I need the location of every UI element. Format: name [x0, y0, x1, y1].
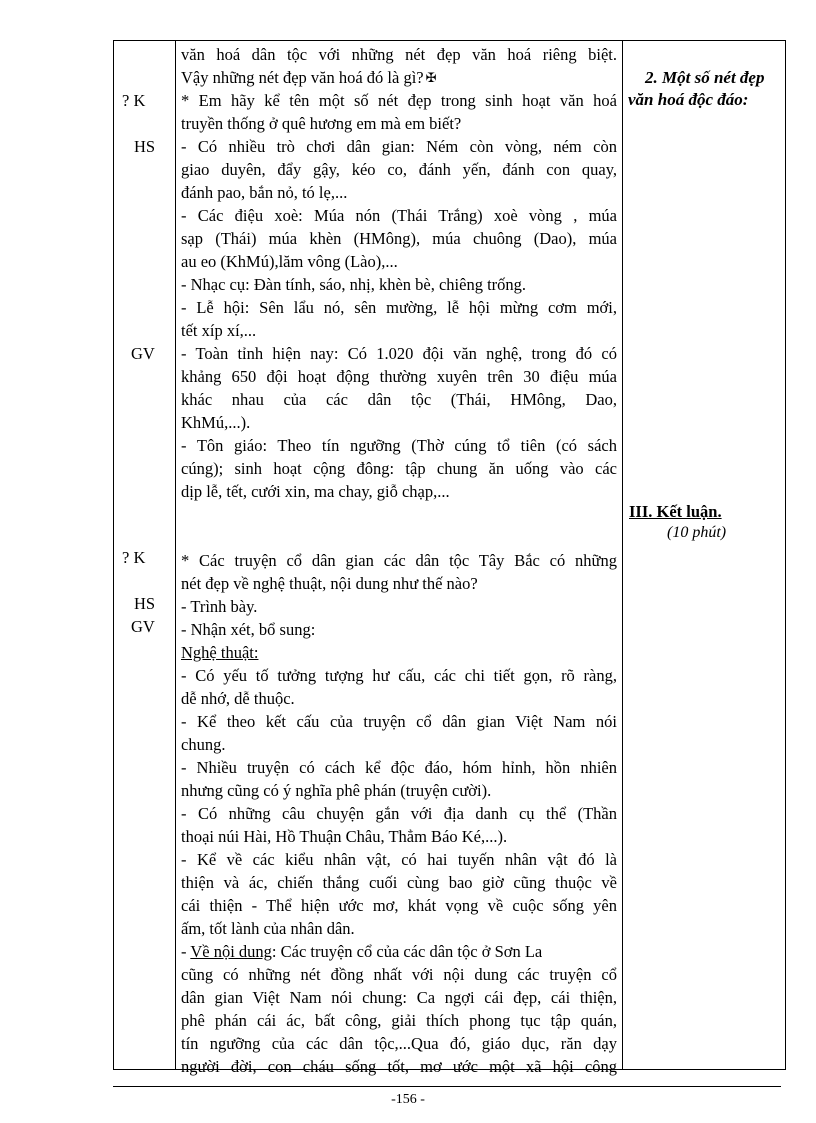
footer-rule	[113, 1086, 781, 1087]
content-line: - Có yếu tố tưởng tượng hư cấu, các chi tiết gọn, rõ ràng,	[181, 666, 617, 685]
art-heading: Nghệ thuật:	[181, 643, 259, 662]
content-line: - Có những câu chuyện gắn với địa danh cụ thể (Thần	[181, 804, 617, 823]
content-line: khác nhau của các dân tộc (Thái, HMông, Dao,	[181, 390, 617, 409]
column-divider-right	[622, 41, 623, 1069]
dash: -	[181, 942, 191, 961]
content-line	[181, 66, 617, 89]
content-line: phê phán cái ác, bất công, giải thích phong tục tập quán,	[181, 1011, 617, 1030]
content-heading: Về nội dung	[190, 942, 272, 961]
page-number: -156 -	[391, 1092, 425, 1107]
content-line: dịp lễ, tết, cưới xin, ma chay, giỗ chạp,...	[181, 482, 450, 501]
content-line: * Em hãy kể tên một số nét đẹp trong sinh hoạt văn hoá	[181, 91, 617, 110]
content-column	[181, 43, 617, 1078]
content-line: nhưng cũng có ý nghĩa phê phán (truyện cười).	[181, 781, 492, 800]
column-divider-left	[175, 41, 176, 1069]
role-gv-1: GV	[131, 344, 155, 363]
content-line: - Kể về các kiểu nhân vật, có hai tuyến nhân vật đó là	[181, 850, 617, 869]
content-line: - Nhận xét, bổ sung:	[181, 620, 316, 639]
content-line: KhMú,...).	[181, 413, 251, 432]
lesson-table	[113, 40, 786, 1076]
content-line: dân gian Việt Nam nói chung: Ca ngợi cái đẹp, cái thiện,	[181, 988, 617, 1007]
content-line: * Các truyện cổ dân gian các dân tộc Tây Bắc có những	[181, 551, 617, 570]
section-3-time: (10 phút)	[667, 524, 727, 541]
role-k-2: ? K	[122, 548, 146, 567]
content-line: - Nhạc cụ: Đàn tính, sáo, nhị, khèn bè, chiêng trống.	[181, 275, 527, 294]
content-line: thiện và ác, chiến thắng cuối cùng bao giờ cũng thuộc về	[181, 873, 617, 892]
content-line: - Tôn giáo: Theo tín ngưỡng (Thờ cúng tổ tiên (có sách	[181, 436, 617, 455]
role-hs-2: HS	[134, 594, 156, 613]
role-gv-2: GV	[131, 617, 155, 636]
content-line: - Kể theo kết cấu của truyện cổ dân gian Việt Nam nói	[181, 712, 617, 731]
content-line: - Các điệu xoè: Múa nón (Thái Trắng) xoè vòng , múa	[181, 206, 617, 225]
content-line: sạp (Thái) múa khèn (HMông), múa chuông (Dao), múa	[181, 229, 617, 248]
question-text: Vậy những nét đẹp văn hoá đó là gì?	[181, 68, 424, 87]
role-k-1: ? K	[122, 91, 146, 110]
content-line: - Nhiều truyện có cách kể độc đáo, hóm hỉnh, hồn nhiên	[181, 758, 617, 777]
content-line: giao duyên, đẩy gậy, kéo co, đánh yến, đánh con quay,	[181, 160, 617, 179]
content-line: - Trình bày.	[181, 597, 258, 616]
content-line: cúng); sinh hoạt cộng đông: tập chung ăn uống vào các	[181, 459, 617, 478]
section-3-title: III. Kết luận.	[629, 502, 722, 521]
content-line: cũng có những nét đồng nhất với nội dung các truyện cổ	[181, 965, 617, 984]
content-line: au eo (KhMú),lăm vông (Lào),...	[181, 252, 398, 271]
content-line: truyền thống ở quê hương em mà em biết?	[181, 114, 462, 133]
content-line: người đời, con cháu sống tốt, mơ ước một xã hội công	[181, 1057, 617, 1076]
content-line: nét đẹp về nghệ thuật, nội dung như thế nào?	[181, 574, 478, 593]
blank-line	[181, 526, 617, 549]
section-2-title-line-2: văn hoá độc đáo:	[628, 90, 749, 109]
content-line: đánh pao, bắn nỏ, tó lẹ,...	[181, 183, 348, 202]
content-line: chung.	[181, 735, 226, 754]
blank-line	[181, 503, 617, 526]
content-line: tín ngưỡng của các dân tộc,...Qua đó, giáo dục, răn dạy	[181, 1034, 617, 1053]
content-line: tết xíp xí,...	[181, 321, 257, 340]
content-line: thoại núi Hài, Hồ Thuận Châu, Thẳm Báo Ké,...).	[181, 827, 508, 846]
content-line: cái thiện - Thể hiện ước mơ, khát vọng về cuộc sống yên	[181, 896, 617, 915]
role-hs-1: HS	[134, 137, 156, 156]
content-line: dễ nhớ, dễ thuộc.	[181, 689, 295, 708]
content-line: ấm, tốt lành của nhân dân.	[181, 919, 355, 938]
content-line: khảng 650 đội hoạt động thường xuyên trên 30 điệu múa	[181, 367, 617, 386]
content-line: - Lễ hội: Sên lẩu nó, sên mường, lễ hội mừng cơm mới,	[181, 298, 617, 317]
content-line: - Toàn tỉnh hiện nay: Có 1.020 đội văn nghệ, trong đó có	[181, 344, 617, 363]
ornament-icon: ✠	[425, 70, 437, 85]
content-line	[181, 940, 617, 963]
content-line: văn hoá dân tộc với những nét đẹp văn hoá riêng biệt.	[181, 45, 617, 64]
section-2-title-line-1: 2. Một số nét đẹp	[645, 68, 765, 87]
content-text: : Các truyện cổ của các dân tộc ở Sơn La	[271, 942, 543, 961]
content-line: - Có nhiều trò chơi dân gian: Ném còn vòng, ném còn	[181, 137, 617, 156]
